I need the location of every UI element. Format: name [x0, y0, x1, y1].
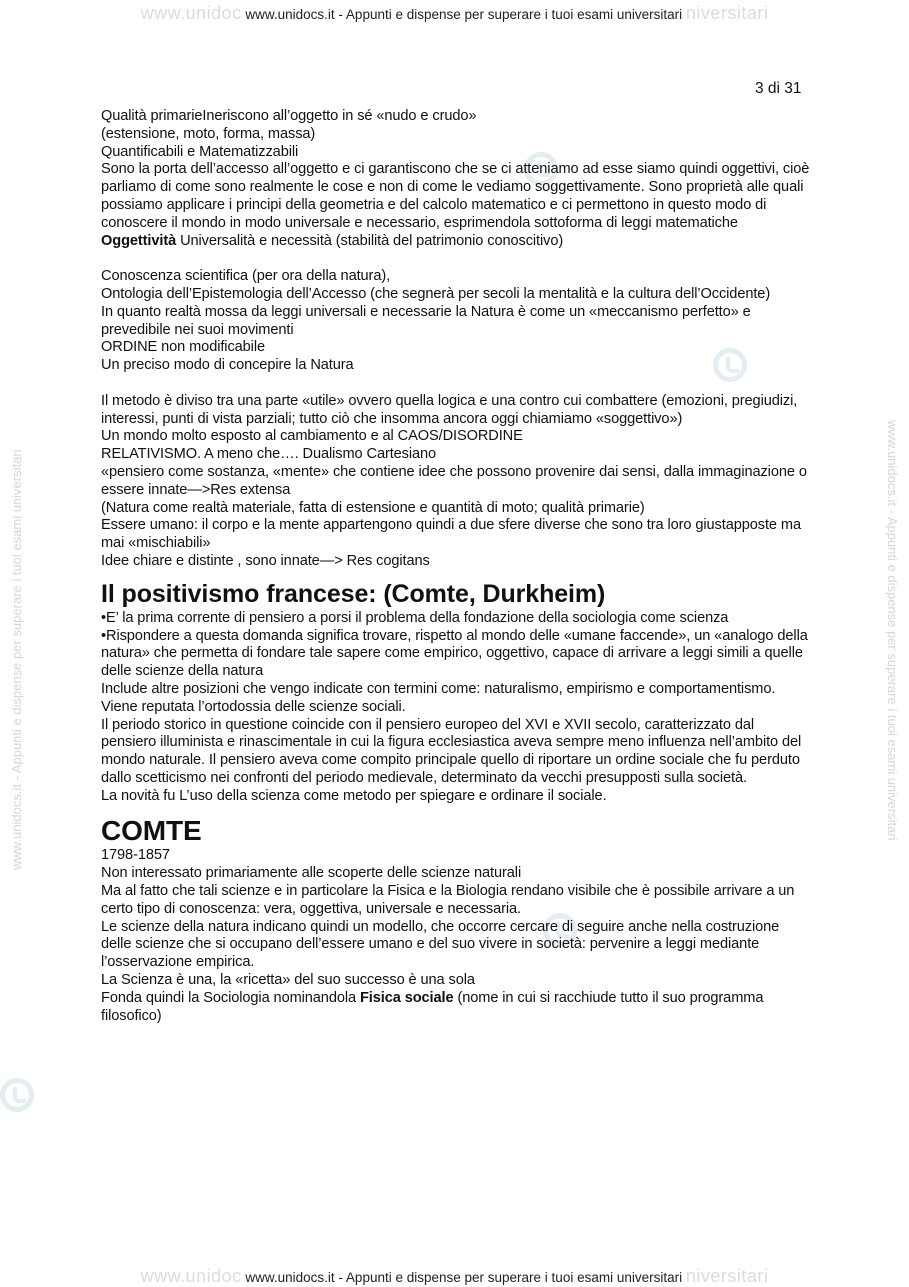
paragraph: •E’ la prima corrente di pensiero a porsi il problema della fondazione della sociologia come scienza: [101, 609, 729, 626]
paragraph: La novità fu L’uso della scienza come metodo per spiegare e ordinare il sociale.: [101, 787, 607, 804]
watermark-logo-icon: [0, 1078, 34, 1112]
watermark-banner-top: www.unidocs.it - Appunti e dispense per superare i tuoi esami universitari: [245, 7, 683, 22]
paragraph: Il metodo è diviso tra una parte «utile» ovvero quella logica e una contro cui combattere (emozioni, pregiudizi, interessi, punti di vista parziali; tutto ciò che insomma ancora oggi chiamiamo «soggettivo»): [101, 392, 798, 427]
paragraph: •Rispondere a questa domanda significa trovare, rispetto al mondo delle «umane faccende», un «analogo della natura» che permetta di fondare tale sapere come empirico, oggettivo, capace di arrivare a leggi simili a quelle delle scienze della natura: [101, 627, 808, 680]
paragraph-text: (nome in cui si racchiude tutto il suo programma filosofico): [101, 989, 764, 1024]
paragraph: (estensione, moto, forma, massa): [101, 125, 316, 142]
watermark-top: [0, 3, 909, 24]
paragraph: 1798-1857: [101, 847, 170, 864]
watermark-bottom: [0, 1266, 909, 1287]
bold-term: Oggettività: [101, 232, 177, 249]
paragraph: Quantificabili e Matematizzabili: [101, 143, 299, 160]
paragraph: Sono la porta dell’accesso all’oggetto e ci garantiscono che se ci atteniamo ad esse siamo quindi oggettivi, cioè parliamo di come sono realmente le cose e non di come le vediamo soggettivamente. Sono proprietà alle quali possiamo applicare i principi della geometria e del calcolo matematico e ci permettono in questo modo di conoscere il mondo in modo universale e necessario, esprimendola sottoforma di leggi matematiche: [101, 161, 810, 231]
paragraph: Ma al fatto che tali scienze e in particolare la Fisica e la Biologia rendano visibile che è possibile arrivare a un certo tipo di conoscenza: vera, oggettiva, universale e necessaria.: [101, 883, 795, 917]
watermark-ghost-right: niversitari: [685, 3, 769, 23]
paragraph: Conoscenza scientifica (per ora della natura),: [101, 268, 391, 285]
paragraph-oggettivita: [101, 233, 811, 251]
paragraph: (Natura come realtà materiale, fatta di estensione e quantità di moto; qualità primarie): [101, 499, 645, 516]
paragraph: Essere umano: il corpo e la mente appartengono quindi a due sfere diverse che sono tra loro giustapposte ma mai «mischiabili»: [101, 517, 801, 552]
watermark-banner-bottom: www.unidocs.it - Appunti e dispense per superare i tuoi esami universitari: [245, 1270, 683, 1285]
paragraph: Un preciso modo di concepire la Natura: [101, 357, 354, 374]
paragraph-text: Universalità e necessità (stabilità del patrimonio conoscitivo): [176, 232, 564, 249]
paragraph-fisica-sociale: [101, 990, 811, 1026]
paragraph: Idee chiare e distinte , sono innate—> Res cogitans: [101, 552, 430, 569]
paragraph: ORDINE non modificabile: [101, 339, 265, 356]
spacer: [101, 250, 811, 268]
paragraph: «pensiero come sostanza, «mente» che contiene idee che possono provenire dai sensi, dalla immaginazione o essere innate—>Res extensa: [101, 463, 807, 498]
paragraph: RELATIVISMO. A meno che…. Dualismo Cartesiano: [101, 446, 437, 463]
paragraph: Un mondo molto esposto al cambiamento e al CAOS/DISORDINE: [101, 428, 523, 445]
watermark-side-left: www.unidocs.it - Appunti e dispense per superare i tuoi esami universitari: [9, 449, 24, 870]
paragraph: Il periodo storico in questione coincide con il pensiero europeo del XVI e XVII secolo, caratterizzato dal pensiero illuminista e rinascimentale in cui la figura ecclesiastica aveva sempre meno influenza nell’ambito del mondo naturale. Il pensiero aveva come compito principale quello di riportare un ordine sociale che fu perduto dallo scetticismo nei confronti del periodo medievale, determinato da vecchi presupposti sulla società.: [101, 716, 802, 786]
paragraph: Ontologia dell’Epistemologia dell’Accesso (che segnerà per secoli la mentalità e la cultura dell’Occidente): [101, 285, 771, 302]
paragraph: In quanto realtà mossa da leggi universali e necessarie la Natura è come un «meccanismo perfetto» e prevedibile nei suoi movimenti: [101, 303, 751, 338]
watermark-ghost-left: www.unidoc: [140, 3, 242, 23]
section-heading-positivismo: Il positivismo francese: (Comte, Durkheim): [101, 579, 606, 608]
paragraph: Le scienze della natura indicano quindi un modello, che occorre cercare di seguire anche nella costruzione delle scienze che si occupano dell’essere umano e del suo vivere in società: pervenire a leggi mediante l’osservazione empirica.: [101, 918, 780, 971]
section-heading-comte: COMTE: [101, 815, 202, 847]
spacer: [101, 375, 811, 393]
document-body: [101, 108, 811, 1025]
paragraph: Non interessato primariamente alle scoperte delle scienze naturali: [101, 865, 522, 882]
paragraph: Viene reputata l’ortodossia delle scienze sociali.: [101, 698, 406, 715]
page-number: 3 di 31: [755, 80, 802, 97]
paragraph-text: Fonda quindi la Sociologia nominandola: [101, 989, 360, 1006]
watermark-ghost-right-bottom: niversitari: [685, 1266, 769, 1286]
paragraph: La Scienza è una, la «ricetta» del suo successo è una sola: [101, 972, 475, 989]
paragraph: Qualità primarieIneriscono all’oggetto in sé «nudo e crudo»: [101, 108, 477, 124]
watermark-ghost-left-bottom: www.unidoc: [140, 1266, 242, 1286]
bold-term: Fisica sociale: [359, 989, 454, 1006]
paragraph: Include altre posizioni che vengo indicate con termini come: naturalismo, empirismo e comportamentismo.: [101, 680, 776, 697]
watermark-side-right: www.unidocs.it - Appunti e dispense per superare i tuoi esami universitari: [885, 420, 900, 841]
